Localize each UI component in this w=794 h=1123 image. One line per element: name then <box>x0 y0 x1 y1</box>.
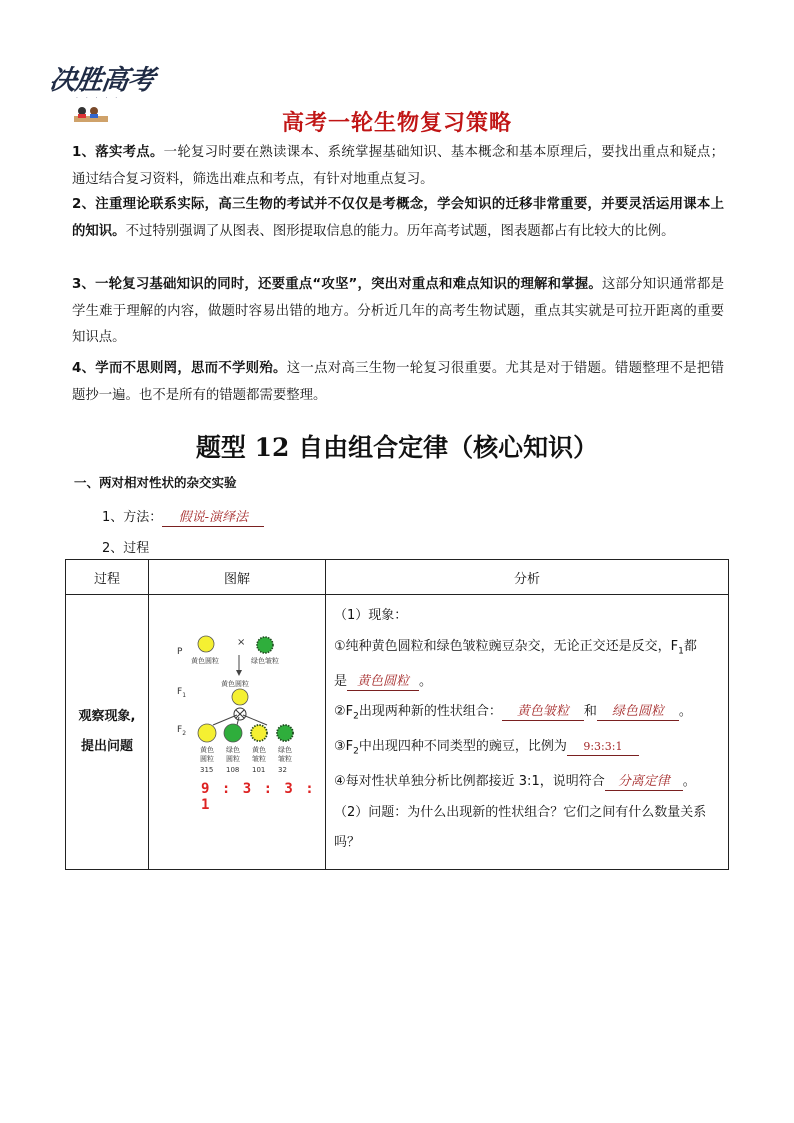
paragraph-4-lead: 4、学而不思则罔，思而不学则殆。 <box>72 361 287 376</box>
paragraph-2 <box>72 192 724 245</box>
f1-label: $F_1$ <box>177 687 187 699</box>
analysis-line-2: 是 黄色圆粒 。 <box>334 673 433 689</box>
f2-type-2-label: 绿色 圆粒 108 <box>226 746 240 774</box>
method-answer: 假说-演绎法 <box>162 510 264 527</box>
answer-new-combo-1: 黄色皱粒 <box>502 704 584 721</box>
page-title: 高考一轮生物复习策略 <box>281 111 512 136</box>
row-label-line-1: 观察现象, <box>78 708 136 724</box>
paragraph-3-body: 这部分知识通常都是学生难于理解的内容，做题时容易出错的地方。分析近几年的高考生物试题，重点其实就是可拉开距离的重要知识点。 <box>72 277 725 345</box>
cross-symbol: × <box>237 637 246 648</box>
f2-ratio: 9 : 3 : 3 : 1 <box>201 781 316 813</box>
header-process: 过程 <box>66 560 149 595</box>
analysis-line-1: ①纯种黄色圆粒和绿色皱粒豌豆杂交，无论正交还是反交，$F_1$都 <box>334 638 697 657</box>
f2-type-4-label: 绿色 皱粒 32 <box>278 746 292 774</box>
paragraph-3 <box>72 272 724 352</box>
down-arrow-icon <box>235 653 243 677</box>
question-text: （2）问题：为什么出现新的性状组合？它们之间有什么数量关系吗？ <box>334 804 707 851</box>
logo-subtitle: · · · · · <box>76 95 121 102</box>
process-label: 2、过程 <box>102 541 150 556</box>
f2-green-wrinkled-pea-icon <box>275 723 295 743</box>
p2-label: 绿色皱粒 <box>251 657 279 665</box>
paragraph-1 <box>72 140 724 193</box>
f1-yellow-round-pea-icon <box>231 688 249 706</box>
table-row <box>66 595 729 870</box>
diagram-cell <box>149 595 326 870</box>
answer-law: 分离定律 <box>605 774 683 791</box>
section-heading: 一、两对相对性状的杂交实验 <box>74 475 237 490</box>
analysis-line-4: $③F_2$中出现四种不同类型的豌豆，比例为 9:3:3:1 <box>334 732 718 767</box>
analysis-cell <box>326 595 729 870</box>
table-header-row <box>66 560 729 595</box>
f2-label: $F_2$ <box>177 725 187 737</box>
paragraph-1-lead: 1、落实考点。 <box>72 145 164 160</box>
row-process-cell <box>66 595 149 870</box>
section-title: 题型 12 自由组合定律（核心知识） <box>195 433 599 462</box>
answer-f1-type: 黄色圆粒 <box>347 674 419 691</box>
method-line <box>102 506 264 527</box>
phenomenon-heading: （1）现象： <box>334 608 408 623</box>
logo-text: 决胜高考 <box>47 65 156 96</box>
green-wrinkled-pea-icon <box>255 635 275 655</box>
header-diagram: 图解 <box>149 560 326 595</box>
answer-ratio: 9:3:3:1 <box>567 739 639 756</box>
f2-yellow-round-pea-icon <box>197 723 217 743</box>
header-analysis: 分析 <box>326 560 729 595</box>
method-label: 1、方法： <box>102 510 163 525</box>
analysis-line-3: $②F_2$出现两种新的性状组合： 黄色皱粒 和 绿色圆粒 。 <box>334 704 692 722</box>
paragraph-2-body: 不过特别强调了从图表、图形提取信息的能力。历年高考试题，图表题都占有比较大的比例。 <box>125 223 675 239</box>
p-generation-label: P <box>177 647 183 657</box>
paragraph-3-lead: 3、一轮复习基础知识的同时，还要重点“攻坚”，突出对重点和难点知识的理解和掌握。 <box>72 277 602 292</box>
p1-label: 黄色圆粒 <box>191 657 219 665</box>
f2-type-1-label: 黄色 圆粒 315 <box>200 746 214 774</box>
f2-green-round-pea-icon <box>223 723 243 743</box>
paragraph-4 <box>72 356 724 409</box>
paragraph-4-body: 这一点对高三生物一轮复习很重要。尤其是对于错题。错题整理不是把错题抄一遍。也不是所有的错题都需要整理。 <box>72 361 724 403</box>
paragraph-1-body: 一轮复习时要在熟读课本、系统掌握基础知识、基本概念和基本原理后，要找出重点和疑点；通过结合复习资料，筛选出难点和考点，有针对地重点复习。 <box>72 145 724 187</box>
cross-diagram <box>149 595 325 845</box>
paragraph-2-lead: 2、注重理论联系实际，高三生物的考试并不仅仅是考概念，学会知识的迁移非常重要，并要灵活运用课本上的知识。 <box>72 197 724 239</box>
f1-type-label: 黄色圆粒 <box>221 680 249 688</box>
yellow-round-pea-icon <box>197 635 215 653</box>
f2-yellow-wrinkled-pea-icon <box>249 723 269 743</box>
analysis-line-5: ④每对性状单独分析比例都接近 3:1，说明符合 分离定律 。 <box>334 774 696 790</box>
experiment-table <box>65 559 729 870</box>
row-label-line-2: 提出问题 <box>80 738 133 754</box>
f2-type-3-label: 黄色 皱粒 101 <box>252 746 266 774</box>
answer-new-combo-2: 绿色圆粒 <box>597 704 679 721</box>
